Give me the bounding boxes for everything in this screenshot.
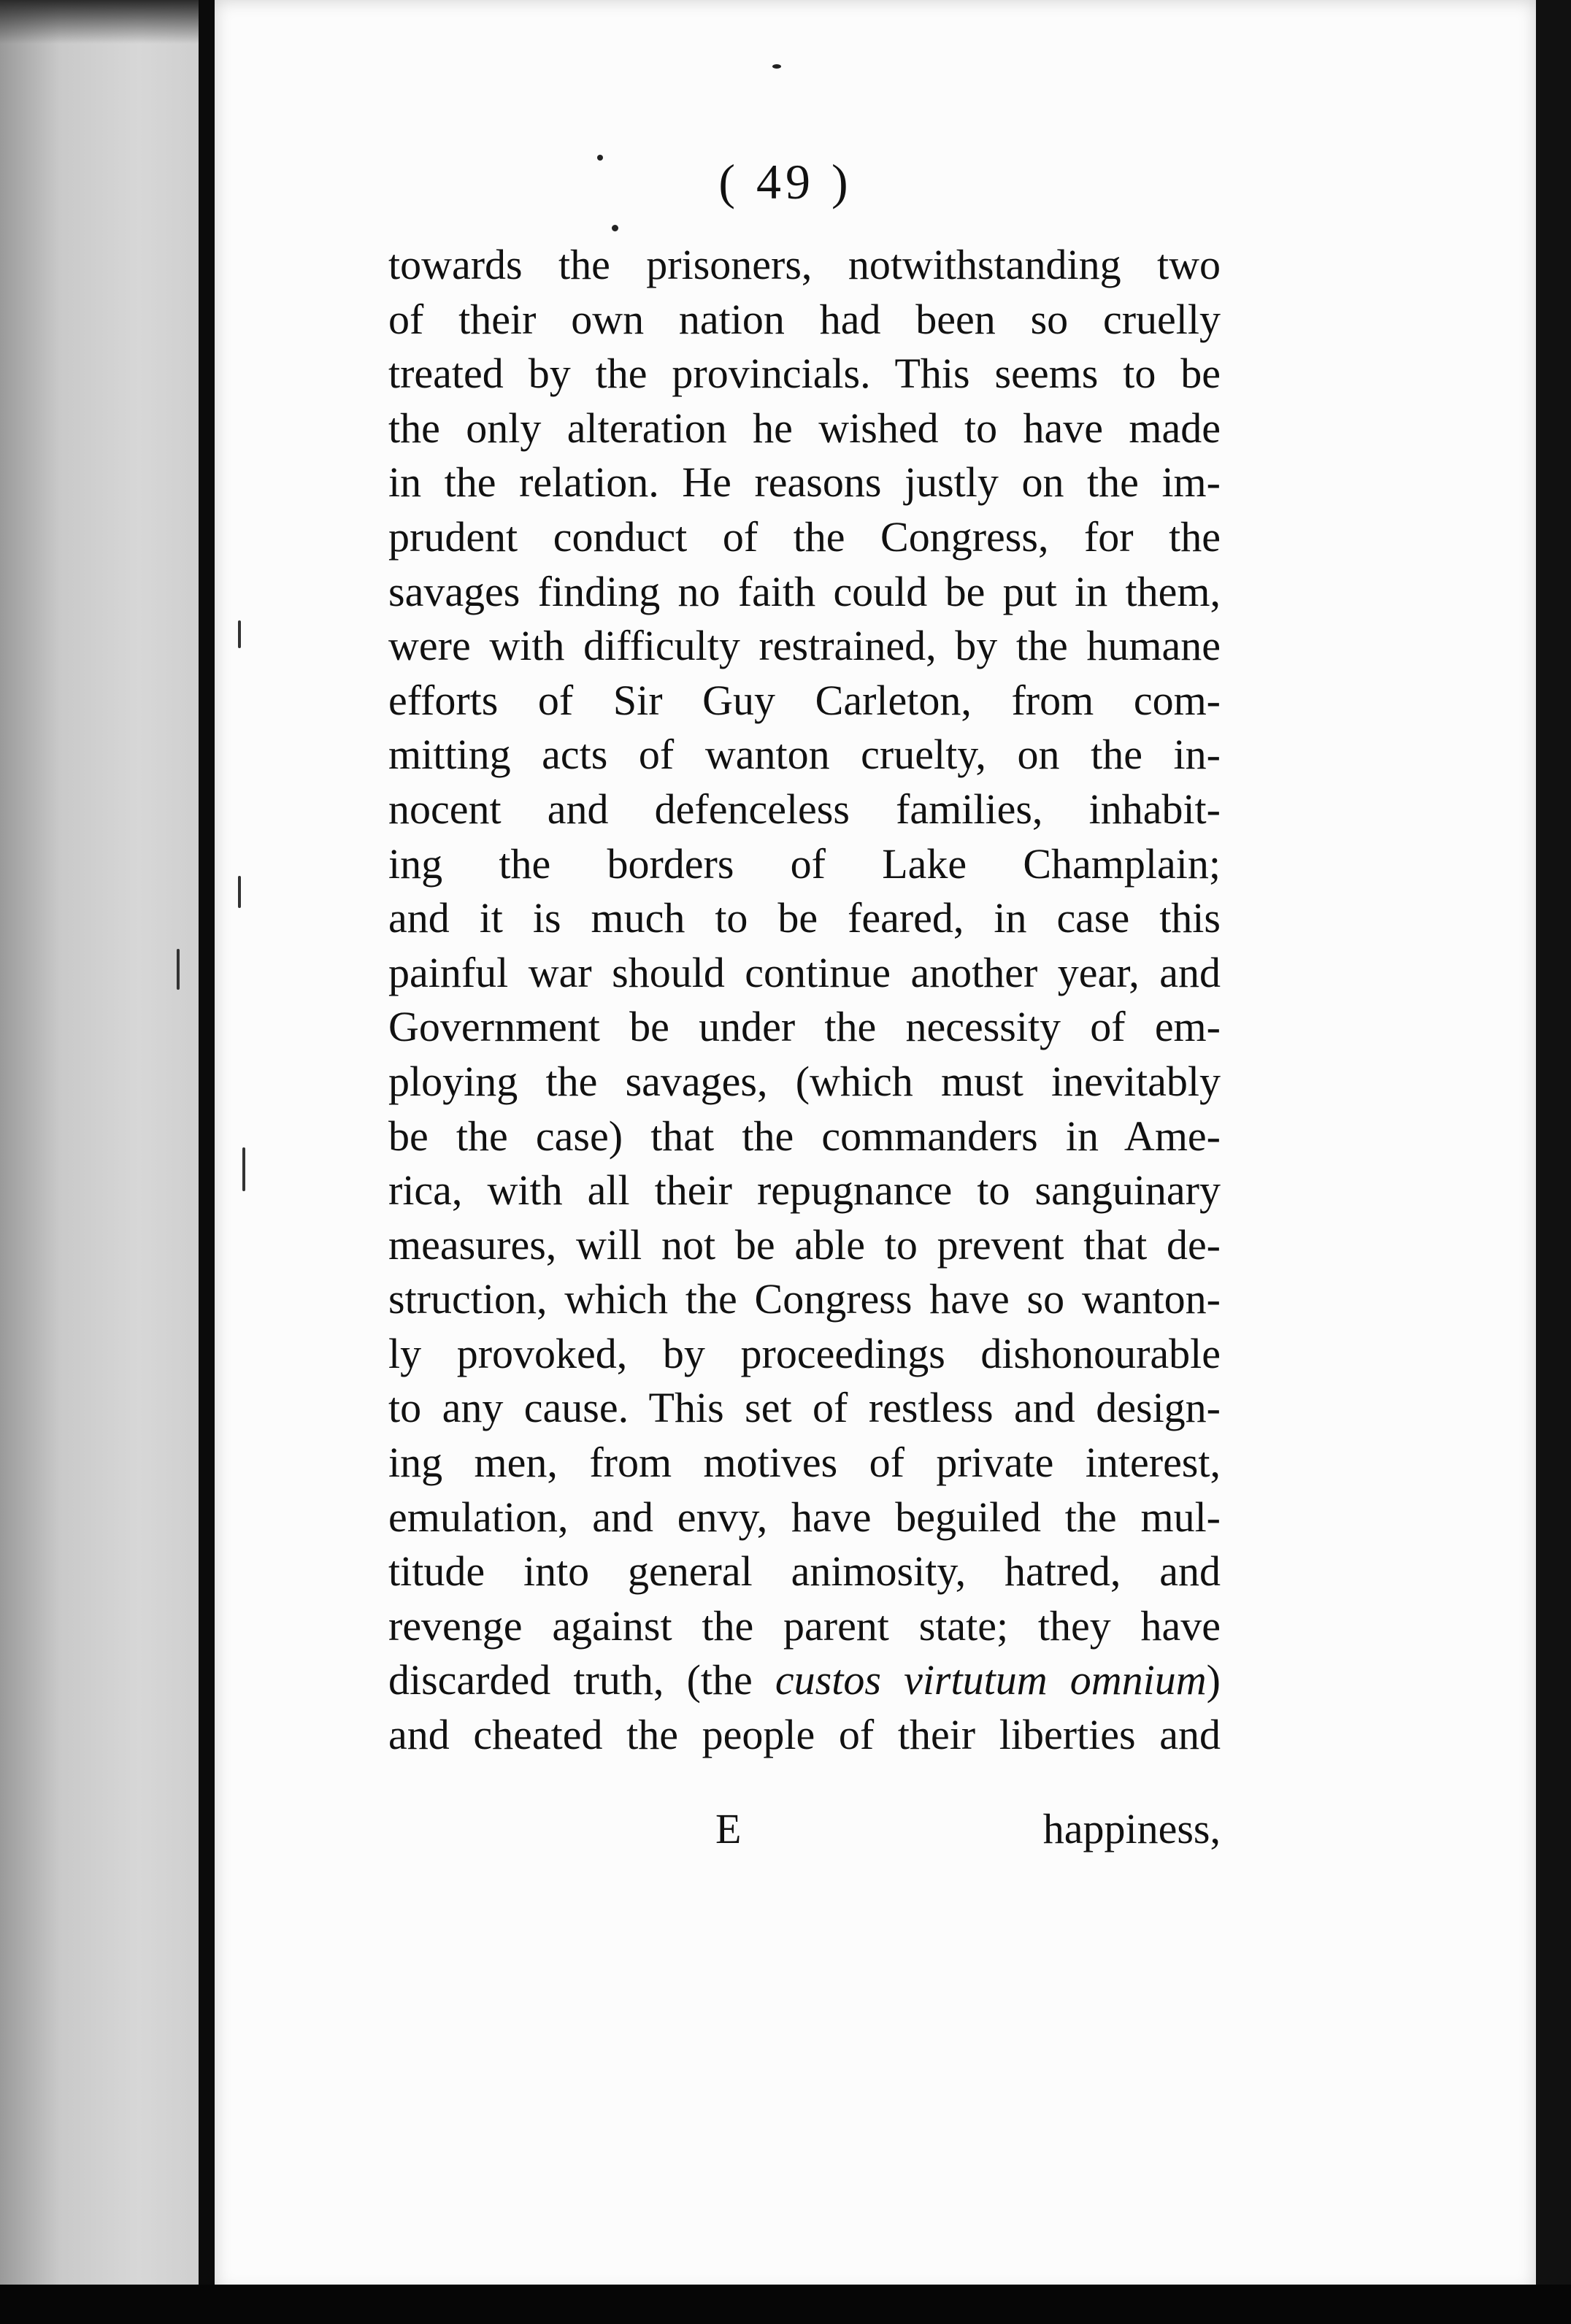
body-text bbox=[388, 238, 1221, 1763]
text-line: revenge against the parent state; they have bbox=[388, 1601, 1221, 1650]
text-line: prudent conduct of the Congress, for the bbox=[388, 512, 1221, 561]
page-header bbox=[0, 153, 1571, 211]
text-line: ing men, from motives of private interest, bbox=[388, 1439, 1221, 1487]
text-line: towards the prisoners, notwithstanding two bbox=[388, 241, 1221, 288]
margin-mark bbox=[238, 876, 241, 908]
text-line: measures, will not be able to prevent that de- bbox=[388, 1220, 1221, 1269]
text-line: and it is much to be feared, in case this bbox=[388, 894, 1221, 942]
text-line: the only alteration he wished to have made bbox=[388, 404, 1221, 452]
latin-phrase: custos virtutum omnium bbox=[775, 1656, 1207, 1704]
page-number: 49 bbox=[756, 154, 815, 209]
ink-speck bbox=[612, 225, 618, 231]
margin-mark bbox=[177, 949, 180, 990]
text-line: efforts of Sir Guy Carleton, from com- bbox=[388, 676, 1221, 724]
line-text-before-latin: discarded truth, (the bbox=[388, 1656, 753, 1704]
catchword: happiness, bbox=[1042, 1805, 1221, 1852]
signature-mark: E bbox=[715, 1805, 742, 1852]
text-line: emulation, and envy, have beguiled the mul- bbox=[388, 1493, 1221, 1541]
text-line: painful war should continue another year, and bbox=[388, 948, 1221, 996]
header-open-paren: ( bbox=[718, 154, 740, 209]
text-line: titude into general animosity, hatred, and bbox=[388, 1547, 1221, 1596]
text-line: ly provoked, by proceedings dishonourable bbox=[388, 1329, 1221, 1377]
binding-gutter bbox=[199, 0, 215, 2324]
margin-mark bbox=[242, 1147, 245, 1191]
text-line: in the relation. He reasons justly on the im- bbox=[388, 458, 1221, 507]
previous-page-edge bbox=[0, 0, 199, 2324]
text-line: Government be under the necessity of em- bbox=[388, 1003, 1221, 1051]
bottom-scan-edge bbox=[0, 2285, 1571, 2324]
text-line: mitting acts of wanton cruelty, on the in- bbox=[388, 731, 1221, 779]
text-line: nocent and defenceless families, inhabit- bbox=[388, 785, 1221, 833]
text-line-with-latin bbox=[388, 1653, 1221, 1708]
text-line: treated by the provincials. This seems to be bbox=[388, 350, 1221, 398]
text-line: ing the borders of Lake Champlain; bbox=[388, 839, 1221, 888]
text-line: ploying the savages, (which must inevitably bbox=[388, 1057, 1221, 1105]
text-line: savages finding no faith could be put in them, bbox=[388, 567, 1221, 615]
text-line: be the case) that the commanders in Ame- bbox=[388, 1112, 1221, 1160]
header-close-paren: ) bbox=[831, 154, 853, 209]
text-line: and cheated the people of their liberties and bbox=[388, 1711, 1221, 1759]
text-line: to any cause. This set of restless and design- bbox=[388, 1384, 1221, 1432]
text-line: rica, with all their repugnance to sanguinary bbox=[388, 1166, 1221, 1215]
margin-mark bbox=[238, 620, 241, 648]
right-scan-edge bbox=[1536, 0, 1571, 2324]
page-footer bbox=[388, 1804, 1221, 1858]
text-line: were with difficulty restrained, by the humane bbox=[388, 622, 1221, 670]
text-line: struction, which the Congress have so wanton- bbox=[388, 1275, 1221, 1323]
ink-speck bbox=[772, 64, 781, 69]
text-line: of their own nation had been so cruelly bbox=[388, 295, 1221, 343]
line-text-after-latin: ) bbox=[1206, 1656, 1221, 1704]
